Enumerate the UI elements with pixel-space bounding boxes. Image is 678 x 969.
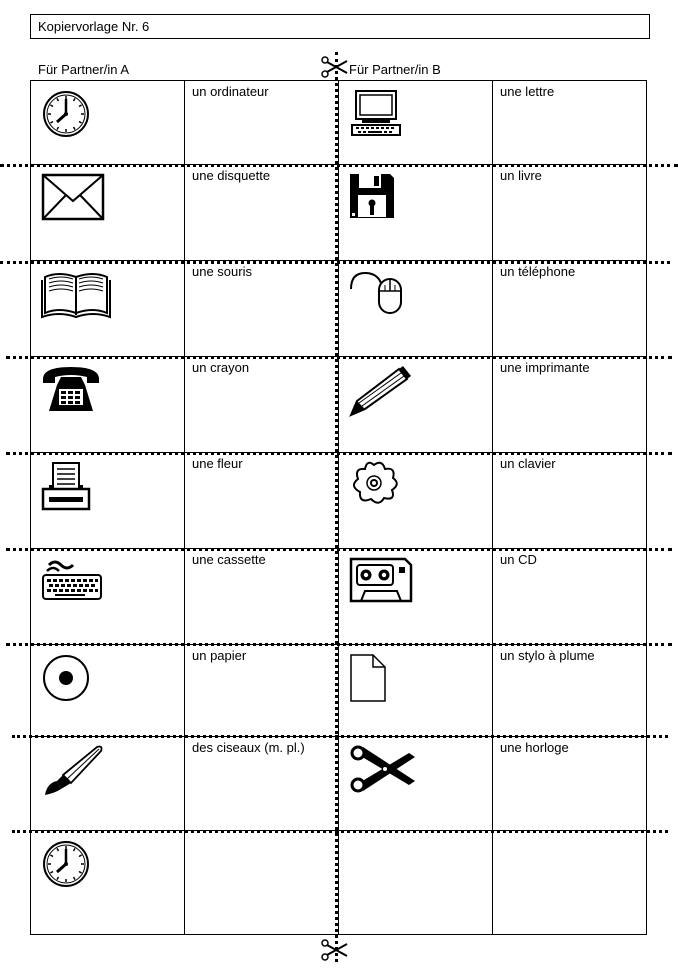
vocabulary-word: un téléphone bbox=[500, 264, 576, 279]
table-row bbox=[31, 165, 647, 261]
horizontal-cut-line bbox=[6, 643, 672, 646]
vocabulary-word: une souris bbox=[192, 264, 252, 279]
vocabulary-word: un livre bbox=[500, 168, 542, 183]
word-cell bbox=[493, 737, 647, 831]
vocabulary-word: un ordinateur bbox=[192, 84, 269, 99]
vertical-cut-line bbox=[335, 52, 338, 962]
icon-cell bbox=[31, 831, 185, 935]
scissors-cut-icon bbox=[321, 939, 349, 961]
word-cell bbox=[185, 357, 339, 453]
icon-cell bbox=[339, 261, 493, 357]
icon-cell bbox=[339, 645, 493, 737]
table-row bbox=[31, 261, 647, 357]
book-icon bbox=[41, 269, 111, 319]
word-cell bbox=[185, 831, 339, 935]
vocabulary-word: un stylo à plume bbox=[500, 648, 595, 663]
word-cell bbox=[493, 261, 647, 357]
telephone-icon bbox=[41, 365, 101, 415]
floppy-disk-icon bbox=[349, 173, 395, 219]
word-cell bbox=[493, 453, 647, 549]
icon-cell bbox=[31, 737, 185, 831]
icon-cell bbox=[339, 549, 493, 645]
scissors-icon bbox=[349, 745, 419, 793]
word-cell bbox=[493, 357, 647, 453]
icon-cell bbox=[31, 549, 185, 645]
vocabulary-word: une fleur bbox=[192, 456, 243, 471]
icon-cell bbox=[31, 261, 185, 357]
vocabulary-word: une lettre bbox=[500, 84, 555, 99]
icon-cell bbox=[339, 165, 493, 261]
table-row bbox=[31, 737, 647, 831]
table-row bbox=[31, 357, 647, 453]
word-cell bbox=[185, 453, 339, 549]
word-cell bbox=[185, 165, 339, 261]
word-cell bbox=[185, 737, 339, 831]
table-row bbox=[31, 453, 647, 549]
word-cell bbox=[185, 261, 339, 357]
word-cell bbox=[493, 645, 647, 737]
word-cell bbox=[493, 549, 647, 645]
icon-cell bbox=[339, 831, 493, 935]
word-cell bbox=[493, 831, 647, 935]
vocabulary-word: un CD bbox=[500, 552, 537, 567]
icon-cell bbox=[339, 453, 493, 549]
vocabulary-word: une disquette bbox=[192, 168, 271, 183]
table-row bbox=[31, 831, 647, 935]
word-cell bbox=[493, 81, 647, 165]
table-row bbox=[31, 81, 647, 165]
fountain-pen-icon bbox=[41, 745, 105, 797]
pencil-icon bbox=[349, 365, 413, 417]
vocabulary-grid bbox=[30, 80, 647, 935]
horizontal-cut-line bbox=[12, 735, 668, 738]
mouse-icon bbox=[349, 269, 405, 315]
keyboard-icon bbox=[41, 557, 103, 601]
icon-cell bbox=[31, 645, 185, 737]
vocabulary-word: une cassette bbox=[192, 552, 266, 567]
icon-cell bbox=[31, 165, 185, 261]
icon-cell bbox=[339, 81, 493, 165]
word-cell bbox=[185, 549, 339, 645]
cassette-icon bbox=[349, 557, 413, 603]
word-cell bbox=[493, 165, 647, 261]
icon-cell bbox=[339, 737, 493, 831]
computer-icon bbox=[349, 89, 403, 137]
vocabulary-word: un crayon bbox=[192, 360, 250, 375]
envelope-icon bbox=[41, 173, 105, 221]
clock-icon bbox=[41, 89, 91, 139]
vocabulary-word: une imprimante bbox=[500, 360, 590, 375]
horizontal-cut-line bbox=[6, 452, 672, 455]
horizontal-cut-line bbox=[12, 830, 668, 833]
icon-cell bbox=[31, 357, 185, 453]
icon-cell bbox=[339, 357, 493, 453]
title-box bbox=[30, 14, 650, 39]
paper-icon bbox=[349, 653, 387, 703]
horizontal-cut-line bbox=[6, 356, 672, 359]
page-title: Kopiervorlage Nr. 6 bbox=[38, 19, 150, 34]
clock-icon bbox=[41, 839, 91, 889]
printer-icon bbox=[41, 461, 93, 513]
flower-icon bbox=[349, 461, 399, 507]
horizontal-cut-line bbox=[6, 548, 672, 551]
cd-icon bbox=[41, 653, 91, 703]
partner-a-label: Für Partner/in A bbox=[38, 62, 130, 77]
horizontal-cut-line bbox=[0, 164, 678, 167]
table-row bbox=[31, 549, 647, 645]
icon-cell bbox=[31, 81, 185, 165]
partner-b-label: Für Partner/in B bbox=[349, 62, 441, 77]
word-cell bbox=[185, 645, 339, 737]
vocabulary-word: un papier bbox=[192, 648, 247, 663]
vocabulary-word: des ciseaux (m. pl.) bbox=[192, 740, 305, 755]
icon-cell bbox=[31, 453, 185, 549]
horizontal-cut-line bbox=[0, 261, 670, 264]
word-cell bbox=[185, 81, 339, 165]
table-row bbox=[31, 645, 647, 737]
vocabulary-word: un clavier bbox=[500, 456, 556, 471]
vocabulary-word: une horloge bbox=[500, 740, 569, 755]
scissors-cut-icon bbox=[321, 56, 349, 78]
